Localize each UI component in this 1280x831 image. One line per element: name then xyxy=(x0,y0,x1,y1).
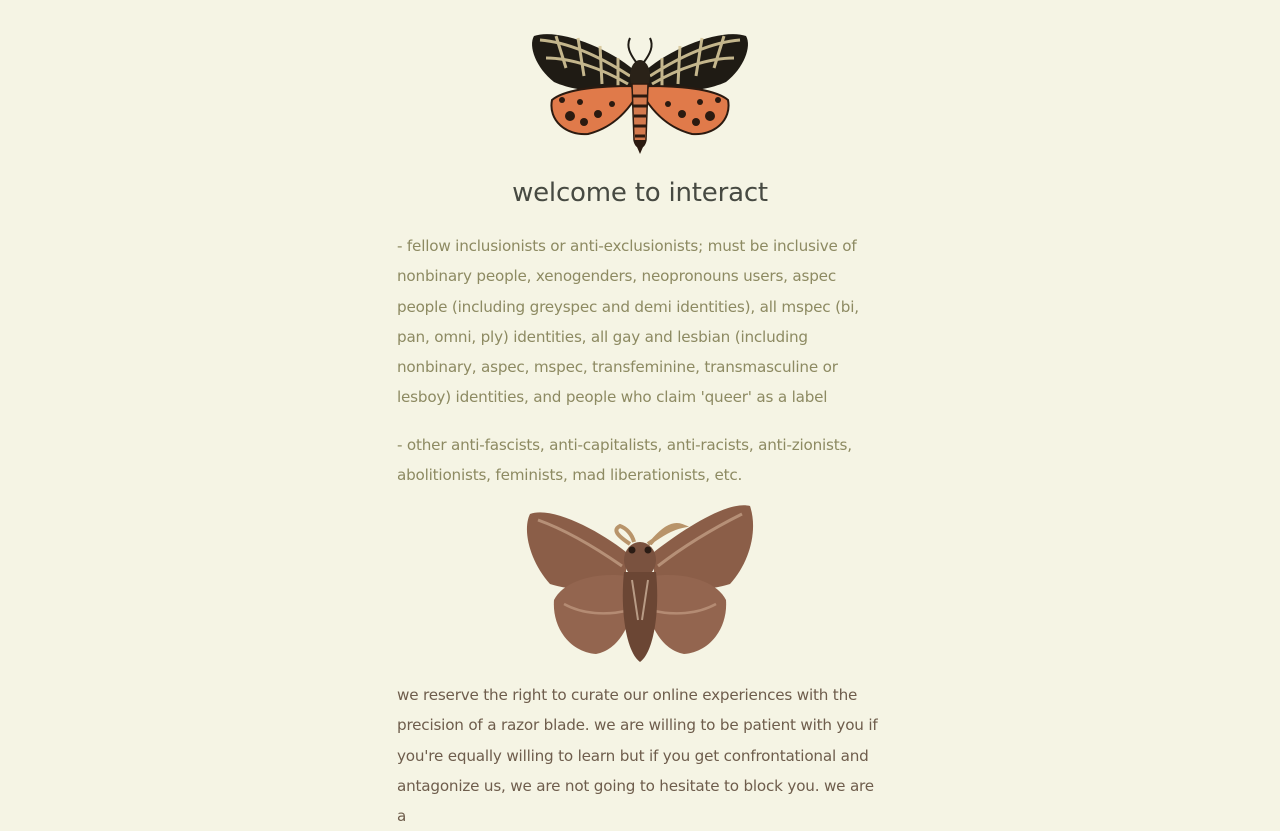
tiger-moth-icon xyxy=(526,28,754,156)
page-title: welcome to interact xyxy=(512,178,768,208)
brown-moth-icon xyxy=(522,500,758,670)
paragraph-curate: we reserve the right to curate our online experiences with the precision of a razor blade. we are willing to be patient with you if you're equally willing to learn but if you get confrontational and antagonize us, we are not going to hesitate to block you. we are a xyxy=(397,686,878,826)
paragraph-inclusionists: - fellow inclusionists or anti-exclusionists; must be inclusive of nonbinary people, xenogenders, neopronouns users, aspec people (including greyspec and demi identities), all mspec (bi, pan, omni, ply) identities, all gay and lesbian (including nonbinary, aspec, mspec, transfeminine, transmasculine or lesboy) identities, and people who claim 'queer' as a label xyxy=(397,237,859,407)
paragraph-anti-fascists: - other anti-fascists, anti-capitalists, anti-racists, anti-zionists, abolitionists, feminists, mad liberationists, etc. xyxy=(397,436,852,485)
